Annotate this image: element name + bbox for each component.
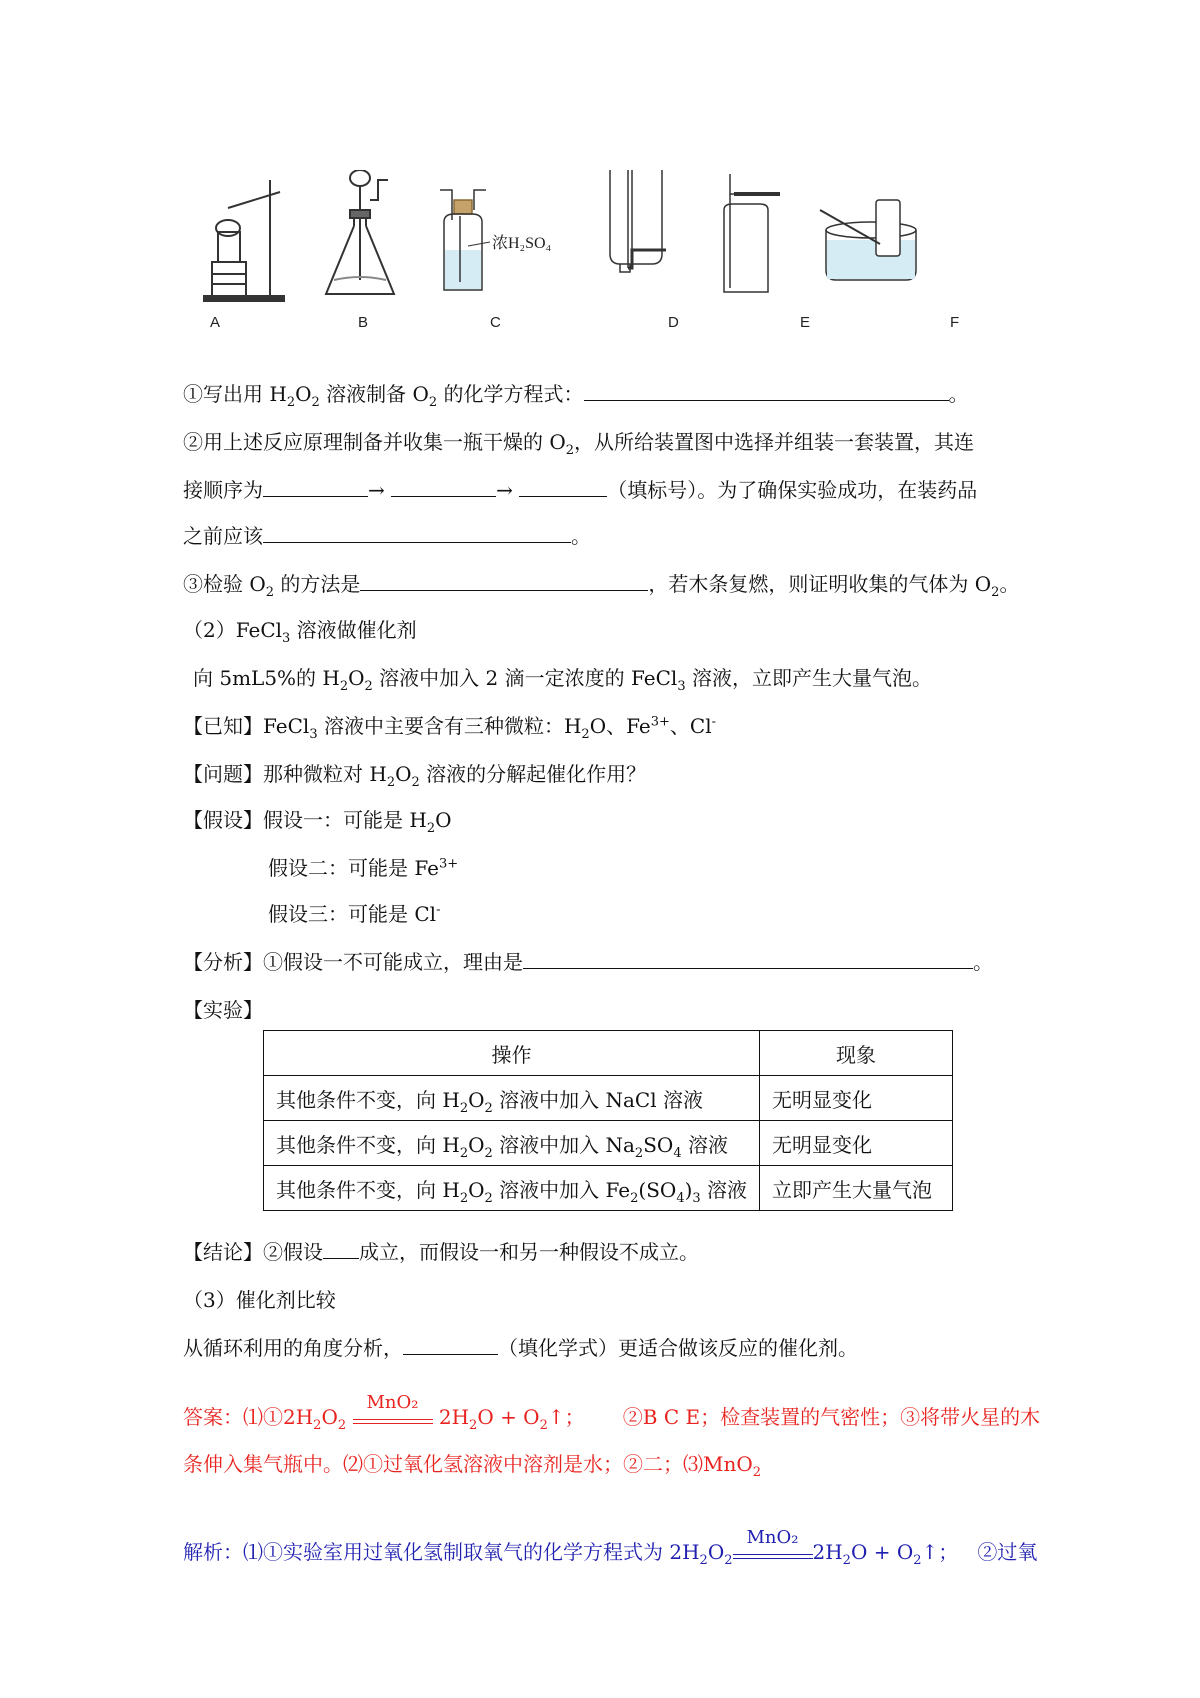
section-3-title: （3）催化剂比较 (183, 1288, 336, 1312)
compare-line: 从循环利用的角度分析， （填化学式）更适合做该反应的催化剂。 (183, 1336, 858, 1360)
answer-blank[interactable] (523, 950, 973, 969)
experiment-label: 【实验】 (183, 998, 263, 1022)
table-header: 操作 (264, 1031, 760, 1076)
q2-line3: 之前应该 。 (183, 524, 591, 548)
q2-line2: 接顺序为 → → （填标号）。为了确保实验成功，在装药品 (183, 478, 978, 502)
intro-line: 向 5mL5%的 $H_2O_2$ 溶液中加入 2 滴一定浓度的 FeCl$_3$ 溶液，立即产生大量气泡。 (193, 666, 932, 694)
figure-label-c: C (490, 314, 501, 331)
table-cell: 立即产生大量气泡 (760, 1166, 953, 1211)
answer-blank[interactable] (263, 478, 368, 497)
apparatus-b (326, 170, 394, 294)
conclusion-line: 【结论】②假设 成立，而假设一和另一种假设不成立。 (183, 1240, 699, 1264)
hypothesis-1: 【假设】假设一：可能是 $H_2O$ (183, 808, 452, 836)
figure-label-b: B (358, 314, 369, 331)
table-row (264, 1121, 953, 1166)
table-header: 现象 (760, 1031, 953, 1076)
answer-line-1: 答案：$⑴①2H_2O_2$ MnO₂ $2H_2O$ + $O_2↑$； ②B C E；检查装置的气密性；③将带火星的木 (183, 1392, 1041, 1433)
analysis-line: 【分析】①假设一不可能成立，理由是 。 (183, 950, 993, 974)
table-row (264, 1076, 953, 1121)
table-row (264, 1166, 953, 1211)
table-cell: 其他条件不变，向 $H_2O_2$ 溶液中加入 $Fe_2(SO_4)_3$ 溶液 (264, 1166, 760, 1211)
answer-blank[interactable] (360, 572, 648, 591)
table-cell: 其他条件不变，向 $H_2O_2$ 溶液中加入 $Na_2SO_4$ 溶液 (264, 1121, 760, 1166)
known-line: 【已知】FeCl$_3$ 溶液中主要含有三种微粒：$H_2O$、$Fe^{3+}$、Cl- (183, 714, 716, 742)
answer-blank[interactable] (391, 478, 496, 497)
figure-label-a: A (210, 314, 221, 331)
section-2-title: （2）FeCl$_3$ 溶液做催化剂 (183, 618, 417, 646)
apparatus-a (204, 180, 284, 301)
q3-line: ③检验 $O_2$ 的方法是 ，若木条复燃，则证明收集的气体为 $O_2$。 (183, 572, 1020, 600)
table-cell: 无明显变化 (760, 1076, 953, 1121)
question-line: 【问题】那种微粒对 $H_2O_2$ 溶液的分解起催化作用？ (183, 762, 647, 790)
catalyst-arrow: MnO₂ (353, 1415, 433, 1424)
catalyst-arrow: MnO₂ (733, 1550, 813, 1559)
table-header-row (264, 1031, 953, 1076)
apparatus-d (610, 170, 666, 272)
table-cell: 无明显变化 (760, 1121, 953, 1166)
apparatus-c (440, 190, 486, 290)
table-cell: 其他条件不变，向 $H_2O_2$ 溶液中加入 NaCl 溶液 (264, 1076, 760, 1121)
answer-line-2: 条伸入集气瓶中。⑵①过氧化氢溶液中溶剂是水；②二；⑶MnO$_2$ (183, 1452, 762, 1480)
figure-label-d: D (668, 314, 679, 331)
answer-blank[interactable] (323, 1240, 359, 1259)
figure-label-e: E (800, 314, 811, 331)
apparatus-figure (200, 170, 1020, 310)
answer-blank[interactable] (519, 478, 607, 497)
q1-line: ①写出用 $H_2O_2$ 溶液制备 $O_2$ 的化学方程式： 。 (183, 382, 969, 410)
answer-blank[interactable] (584, 382, 949, 401)
apparatus-e (724, 174, 780, 292)
apparatus-f (820, 200, 916, 280)
answer-blank[interactable] (403, 1336, 498, 1355)
figure-label-f: F (950, 314, 960, 331)
experiment-table (263, 1030, 953, 1211)
q2-line1: ②用上述反应原理制备并收集一瓶干燥的 $O_2$，从所给装置图中选择并组装一套装置，其连 (183, 430, 975, 458)
answer-blank[interactable] (263, 524, 571, 543)
reagent-label-c: 浓H₂SO₄ (492, 235, 552, 252)
analysis-text-line: 解析：⑴①实验室用过氧化氢制取氧气的化学方程式为 $2H_2O_2$ MnO₂ $2H_2O$ + $O_2↑$； ②过氧 (183, 1527, 1038, 1568)
hypothesis-2: 假设二：可能是 $Fe^{3+}$ (268, 856, 459, 880)
hypothesis-3: 假设三：可能是 Cl- (268, 902, 441, 926)
